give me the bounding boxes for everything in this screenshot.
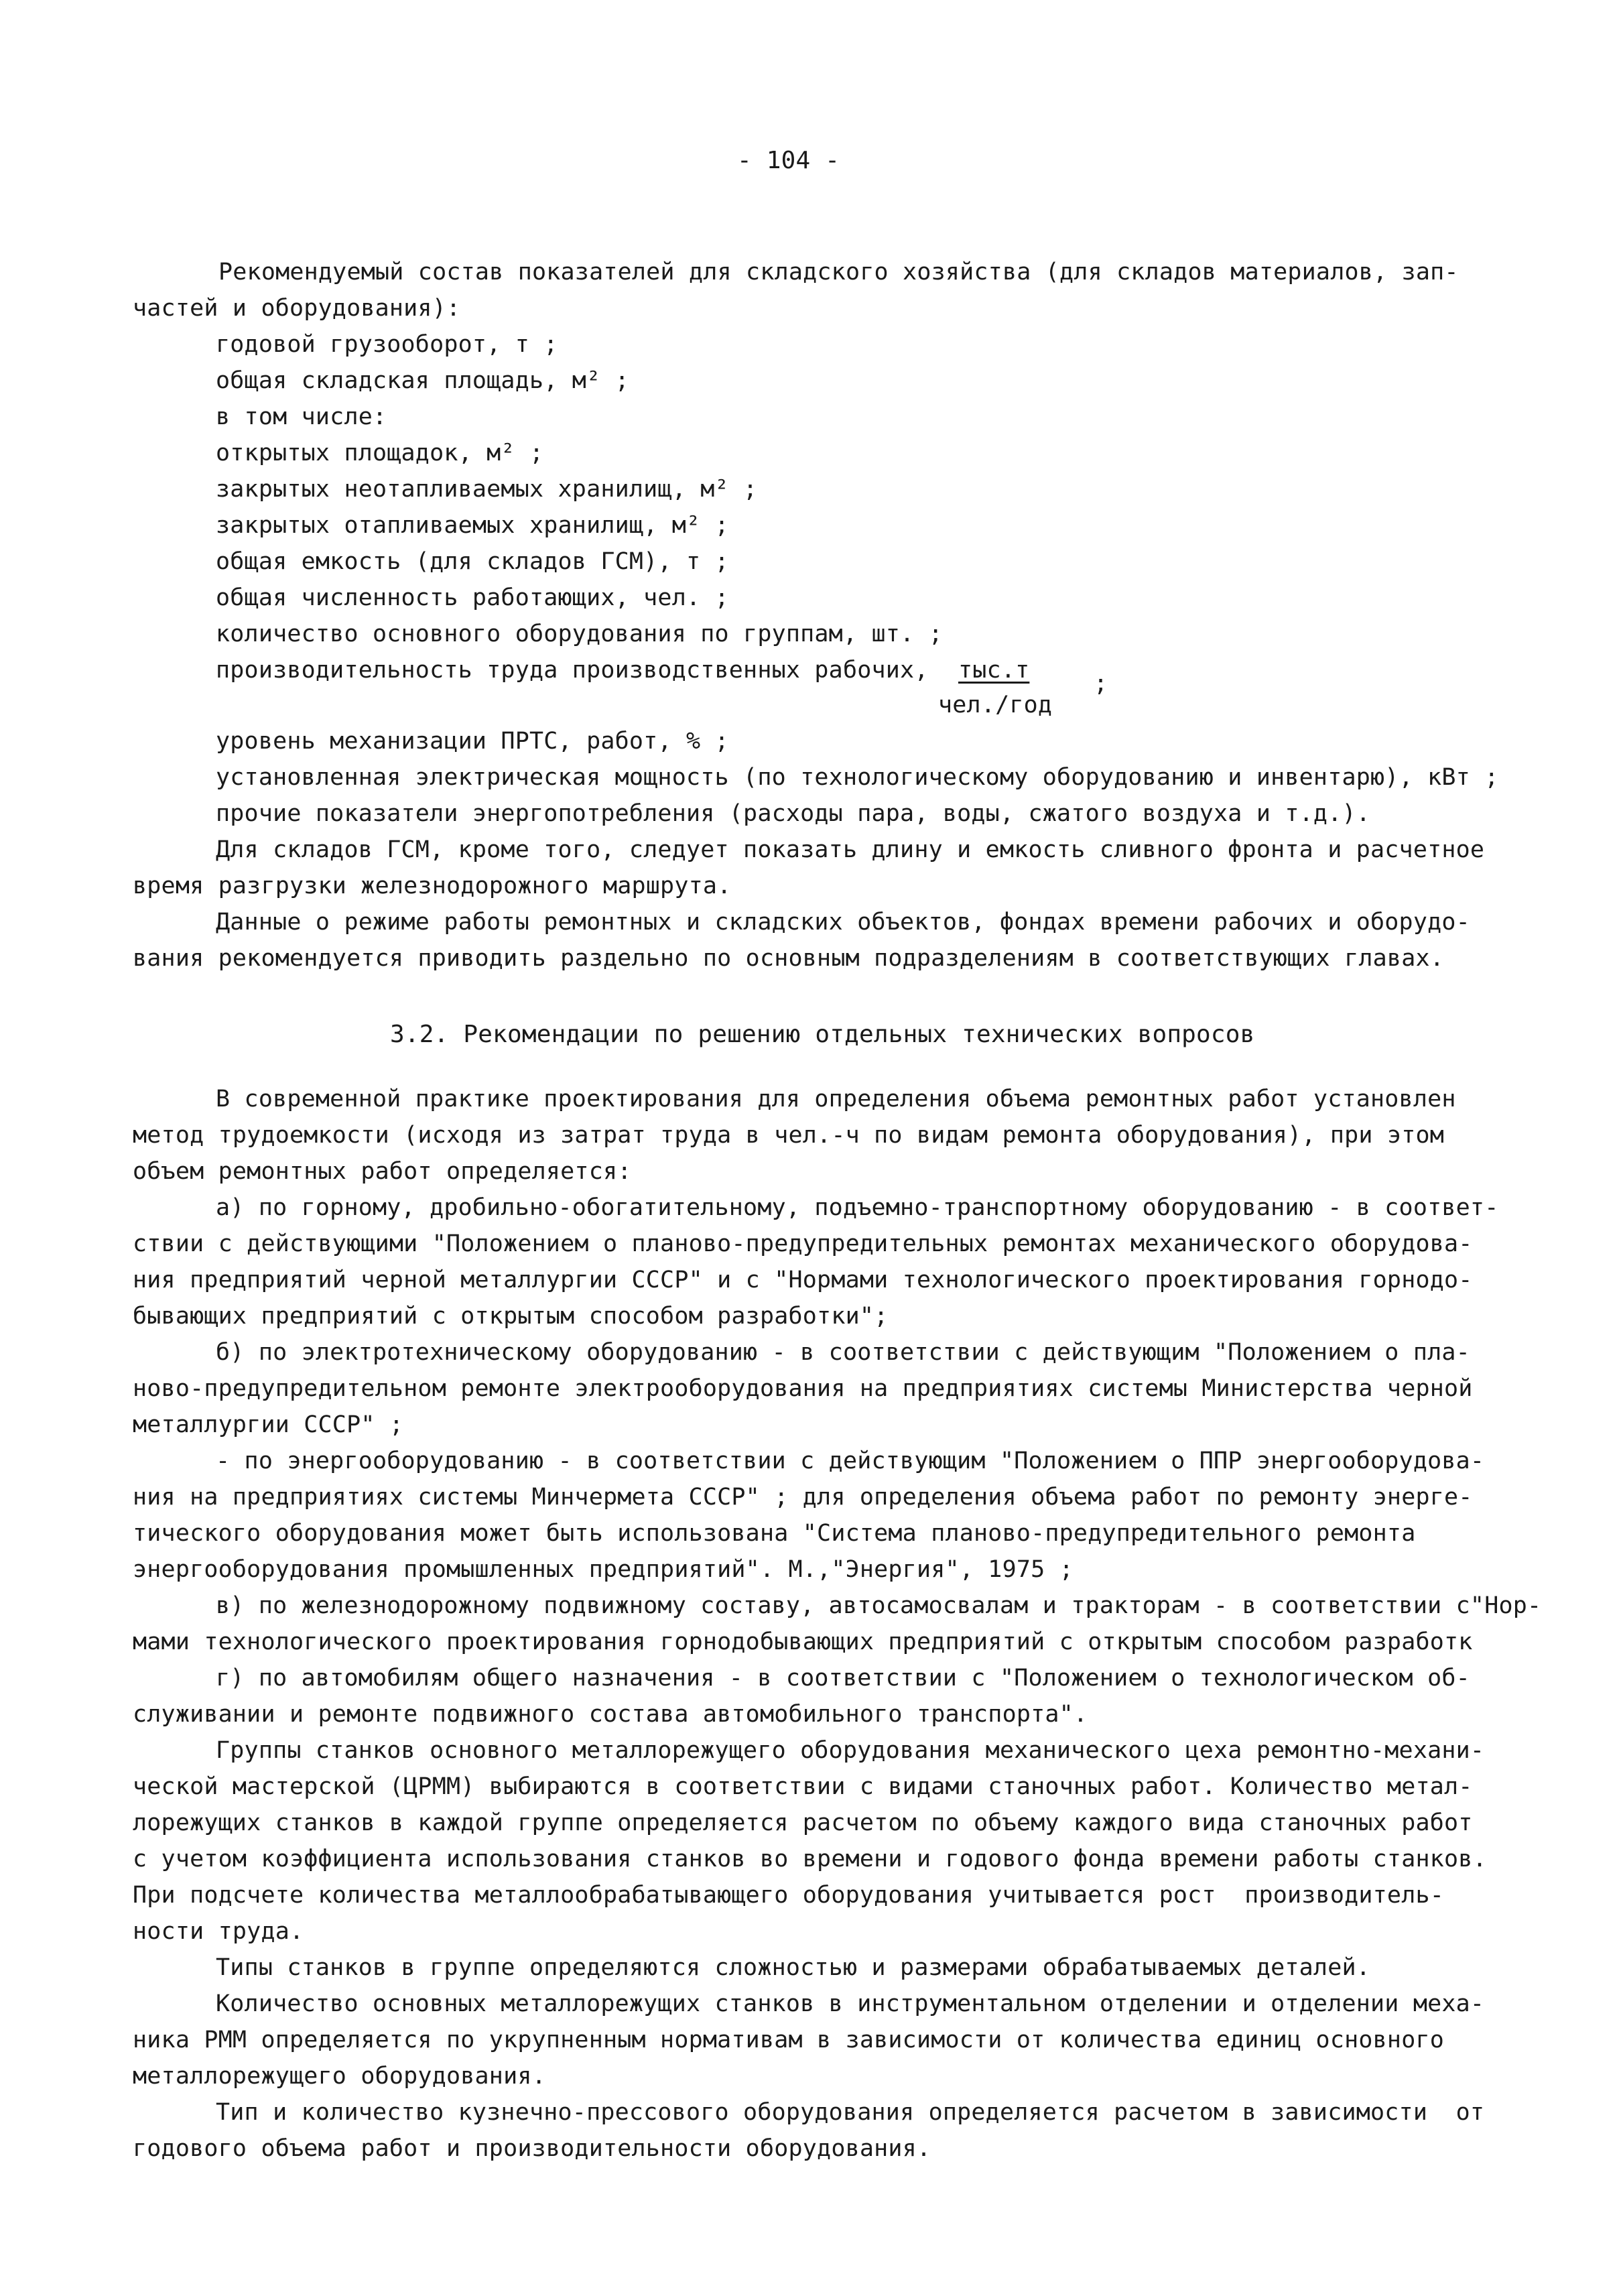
item-equipment-count: количество основного оборудования по группам, шт. ; [216,621,943,647]
body-line-28: металлорежущего оборудования. [133,2063,546,2090]
item-gsm-capacity: общая емкость (для складов ГСМ), т ; [216,548,729,575]
item-total-area: общая складская площадь, м² ; [216,367,629,394]
warehouse-intro-line-1: Рекомендуемый состав показателей для складского хозяйства (для складов материалов, зап- [218,259,1459,285]
body-line-7: бывающих предприятий с открытым способом разработки"; [133,1303,889,1330]
body-line-30: годового объема работ и производительности оборудования. [133,2135,931,2162]
body-line-29: Тип и количество кузнечно-прессового оборудования определяется расчетом в зависимости от [216,2099,1485,2126]
item-open-areas: открытых площадок, м² ; [216,440,544,466]
body-line-13: тического оборудования может быть использована "Система планово-предупредительного ремонта [133,1520,1416,1547]
body-line-25: Типы станков в группе определяются сложностью и размерами обрабатываемых деталей. [216,1954,1371,1981]
body-line-3: объем ремонтных работ определяется: [133,1158,632,1185]
productivity-text: производительность труда производственных рабочих, [216,657,929,684]
body-line-24: ности труда. [133,1918,304,1945]
item-including: в том числе: [216,403,387,430]
item-closed-unheated: закрытых неотапливаемых хранилищ, м² ; [216,476,758,503]
mode-paragraph-line-2: вания рекомендуется приводить раздельно по основным подразделениям в соответствующих главах. [133,945,1445,972]
body-line-6: ния предприятий черной металлургии СССР" и с "Нормами технологического проектирования горнодо- [133,1267,1473,1293]
body-line-5: ствии с действующими "Положением о планово-предупредительных ремонтах механического оборудова- [133,1230,1473,1257]
body-line-12: ния на предприятиях системы Минчермета СССР" ; для определения объема работ по ремонту энерге- [133,1484,1473,1511]
gsm-paragraph-line-1: Для складов ГСМ, кроме того, следует показать длину и емкость сливного фронта и расчетное [216,836,1485,863]
item-annual-turnover: годовой грузооборот, т ; [216,331,558,358]
body-line-9: ново-предупредительном ремонте электрооборудования на предприятиях системы Министерства черной [133,1375,1473,1402]
body-line-2: метод трудоемкости (исходя из затрат труда в чел.-ч по видам ремонта оборудования), при этом [133,1122,1445,1149]
productivity-numerator: тыс.т [958,657,1030,684]
body-line-1: В современной практике проектирования для определения объема ремонтных работ установлен [216,1086,1456,1112]
mode-paragraph-line-1: Данные о режиме работы ремонтных и складских объектов, фондах времени рабочих и оборудо- [216,909,1470,936]
gsm-paragraph-line-2: время разгрузки железнодорожного маршрута. [133,873,732,899]
body-line-15: в) по железнодорожному подвижному составу, автосамосвалам и тракторам - в соответствии с"Нор- [216,1592,1542,1619]
warehouse-intro-line-2: частей и оборудования): [133,295,461,322]
item-mechanization-level: уровень механизации ПРТС, работ, % ; [216,728,729,755]
item-closed-heated: закрытых отапливаемых хранилищ, м² ; [216,512,729,539]
body-line-17: г) по автомобилям общего назначения - в соответствии с "Положением о технологическом об- [216,1665,1470,1692]
body-line-27: ника РММ определяется по укрупненным нормативам в зависимости от количества единиц основного [133,2027,1445,2053]
body-line-23: При подсчете количества металлообрабатывающего оборудования учитывается рост производитель- [133,1882,1445,1909]
body-line-26: Количество основных металлорежущих станков в инструментальном отделении и отделении меха- [216,1990,1485,2017]
body-line-19: Группы станков основного металлорежущего оборудования механического цеха ремонтно-механи- [216,1737,1485,1764]
productivity-denominator: чел./год [938,692,1053,718]
body-line-18: служивании и ремонте подвижного состава автомобильного транспорта". [133,1701,1088,1728]
body-line-22: с учетом коэффициента использования станков во времени и годового фонда времени работы станков. [133,1846,1487,1872]
body-line-14: энергооборудования промышленных предприятий". М.,"Энергия", 1975 ; [133,1556,1074,1583]
body-line-21: лорежущих станков в каждой группе определяется расчетом по объему каждого вида станочных работ [133,1809,1473,1836]
item-installed-power: установленная электрическая мощность (по технологическому оборудованию и инвентарю), кВт ; [216,764,1499,791]
section-heading: 3.2. Рекомендации по решению отдельных технических вопросов [390,1021,1255,1048]
item-workers-count: общая численность работающих, чел. ; [216,584,729,611]
body-line-8: б) по электротехническому оборудованию - в соответствии с действующим "Положением о пла- [216,1339,1470,1366]
item-energy-other: прочие показатели энергопотребления (расходы пара, воды, сжатого воздуха и т.д.). [216,800,1371,827]
body-line-20: ческой мастерской (ЦРММ) выбираются в соответствии с видами станочных работ. Количество метал- [133,1773,1473,1800]
body-line-11: - по энергооборудованию - в соответствии с действующим "Положением о ППР энергооборудова- [216,1448,1485,1474]
body-line-16: мами технологического проектирования горнодобывающих предприятий с открытым способом разработк [133,1629,1473,1655]
page-number: - 104 - [737,147,840,174]
body-line-4: а) по горному, дробильно-обогатительному, подъемно-транспортному оборудованию - в соответ- [216,1194,1499,1221]
body-line-10: металлургии СССР" ; [133,1411,404,1438]
productivity-end: ; [1094,670,1108,697]
